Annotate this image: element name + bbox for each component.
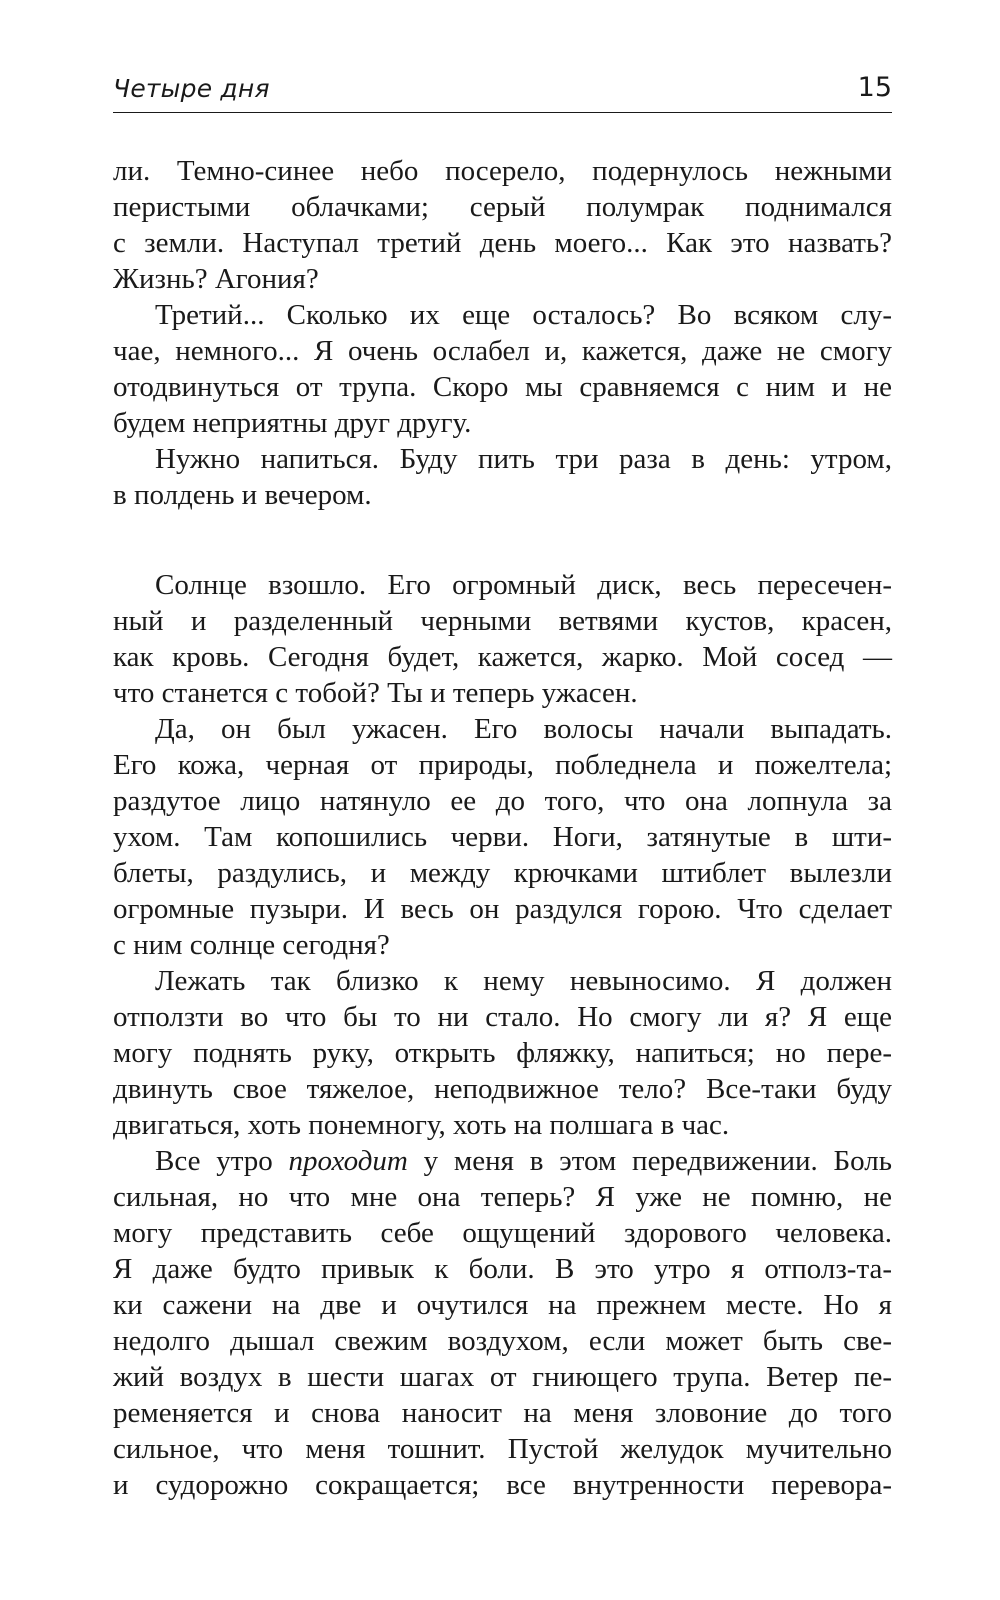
text-line: в полдень и вечером. [113,479,372,511]
text-line: что станется с тобой? Ты и теперь ужасен. [113,677,638,709]
text-line: ременяется и снова наносит на меня зловоние до того [113,1397,892,1429]
text-line [113,1143,892,1179]
text-line: отползти во что бы то ни стало. Но смогу ли я? Я еще [113,1001,892,1033]
paragraph [113,297,892,441]
text-line: могу представить себе ощущений здорового человека. [113,1217,892,1249]
text-line: чае, немного... Я очень ослабел и, кажется, даже не смогу [113,335,892,367]
text-line: Да, он был ужасен. Его волосы начали выпадать. [155,713,892,745]
text-line: Лежать так близко к нему невыносимо. Я должен [155,965,892,997]
text-line: как кровь. Сегодня будет, кажется, жарко. Мой сосед — [113,641,892,673]
text-line: Его кожа, черная от природы, побледнела и пожелтела; [113,749,892,781]
text-line: будем неприятны друг другу. [113,407,472,439]
text-line: Нужно напиться. Буду пить три раза в день: утром, [155,443,892,475]
text-line: блеты, раздулись, и между крючками штиблет вылезли [113,857,892,889]
paragraph [113,567,892,711]
body-text [113,153,892,1503]
text-line: двинуть свое тяжелое, неподвижное тело? Все-таки буду [113,1073,892,1105]
text-line: двигаться, хоть понемногу, хоть на полшага в час. [113,1109,730,1141]
paragraph [113,711,892,963]
text-line: раздутое лицо натянуло ее до того, что она лопнула за [113,785,892,817]
text-line: и судорожно сокращается; все внутренности перевора- [113,1469,892,1501]
text-line: ки сажени на две и очутился на прежнем месте. Но я [113,1289,892,1321]
text-run: Все утро [155,1145,289,1177]
text-line: ный и разделенный черными ветвями кустов, красен, [113,605,892,637]
text-run: у меня в этом передвижении. Боль [407,1145,892,1177]
text-line: с земли. Наступал третий день моего... Как это назвать? [113,227,892,259]
text-line: недолго дышал свежим воздухом, если может быть све- [113,1325,892,1357]
text-line: перистыми облачками; серый полумрак поднимался [113,191,892,223]
text-line: сильное, что меня тошнит. Пустой желудок мучительно [113,1433,892,1465]
paragraph [113,963,892,1143]
text-line: Я даже будто привык к боли. В это утро я отполз-та- [113,1253,892,1285]
running-header [113,72,892,113]
paragraph [113,153,892,297]
text-line: сильная, но что мне она теперь? Я уже не помню, не [113,1181,892,1213]
italic-emphasis: проходит [288,1145,408,1177]
page-number: 15 [857,72,892,103]
running-title: Четыре дня [113,74,270,103]
text-line: Солнце взошло. Его огромный диск, весь пересечен- [155,569,892,601]
text-line: отодвинуться от трупа. Скоро мы сравняемся с ним и не [113,371,892,403]
paragraph [113,1143,892,1503]
text-line: ли. Темно-синее небо посерело, подернулось нежными [113,155,892,187]
text-line: Жизнь? Агония? [113,263,319,295]
text-line: огромные пузыри. И весь он раздулся горою. Что сделает [113,893,892,925]
text-line: жий воздух в шести шагах от гниющего трупа. Ветер пе- [113,1361,892,1393]
text-line: с ним солнце сегодня? [113,929,390,961]
paragraph [113,441,892,513]
text-line: могу поднять руку, открыть фляжку, напиться; но пере- [113,1037,892,1069]
text-line: Третий... Сколько их еще осталось? Во всяком слу- [155,299,892,331]
section-break [113,513,892,567]
text-line: ухом. Там копошились черви. Ноги, затянутые в шти- [113,821,892,853]
